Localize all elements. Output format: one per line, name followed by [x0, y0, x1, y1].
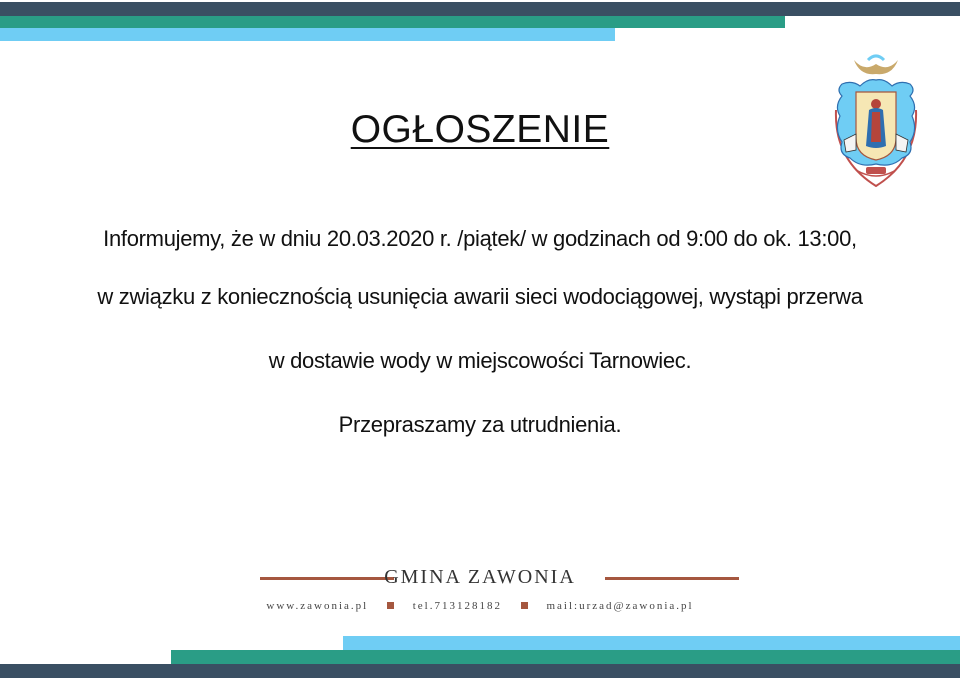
announcement-title — [0, 108, 960, 152]
footer-divider-right — [605, 577, 739, 580]
footer-email-link[interactable]: mail:urzad@zawonia.pl — [546, 600, 694, 612]
separator-square-icon — [387, 602, 394, 609]
top-teal-stripe — [0, 16, 785, 28]
top-light-stripe — [0, 28, 615, 41]
announcement-title-text: OGŁOSZENIE — [350, 108, 610, 151]
announcement-line-3: w dostawie wody w miejscowości Tarnowiec. — [268, 348, 692, 373]
announcement-line-2: w związku z koniecznością usunięcia awarii sieci wodociągowej, wystąpi przerwa — [97, 284, 863, 309]
separator-square-icon — [521, 602, 528, 609]
footer-contacts — [0, 600, 960, 612]
footer-phone: tel.713128182 — [412, 600, 502, 612]
announcement-line-1: Informujemy, że w dniu 20.03.2020 r. /piątek/ w godzinach od 9:00 do ok. 13:00, — [103, 226, 857, 251]
bottom-light-stripe — [343, 636, 960, 650]
footer-gmina-name: GMINA ZAWONIA — [384, 566, 576, 588]
top-dark-stripe — [0, 2, 960, 16]
bottom-dark-stripe — [0, 664, 960, 678]
announcement-line-4: Przepraszamy za utrudnienia. — [338, 412, 622, 437]
footer-website-link[interactable]: www.zawonia.pl — [266, 600, 369, 612]
bottom-teal-stripe — [171, 650, 960, 664]
